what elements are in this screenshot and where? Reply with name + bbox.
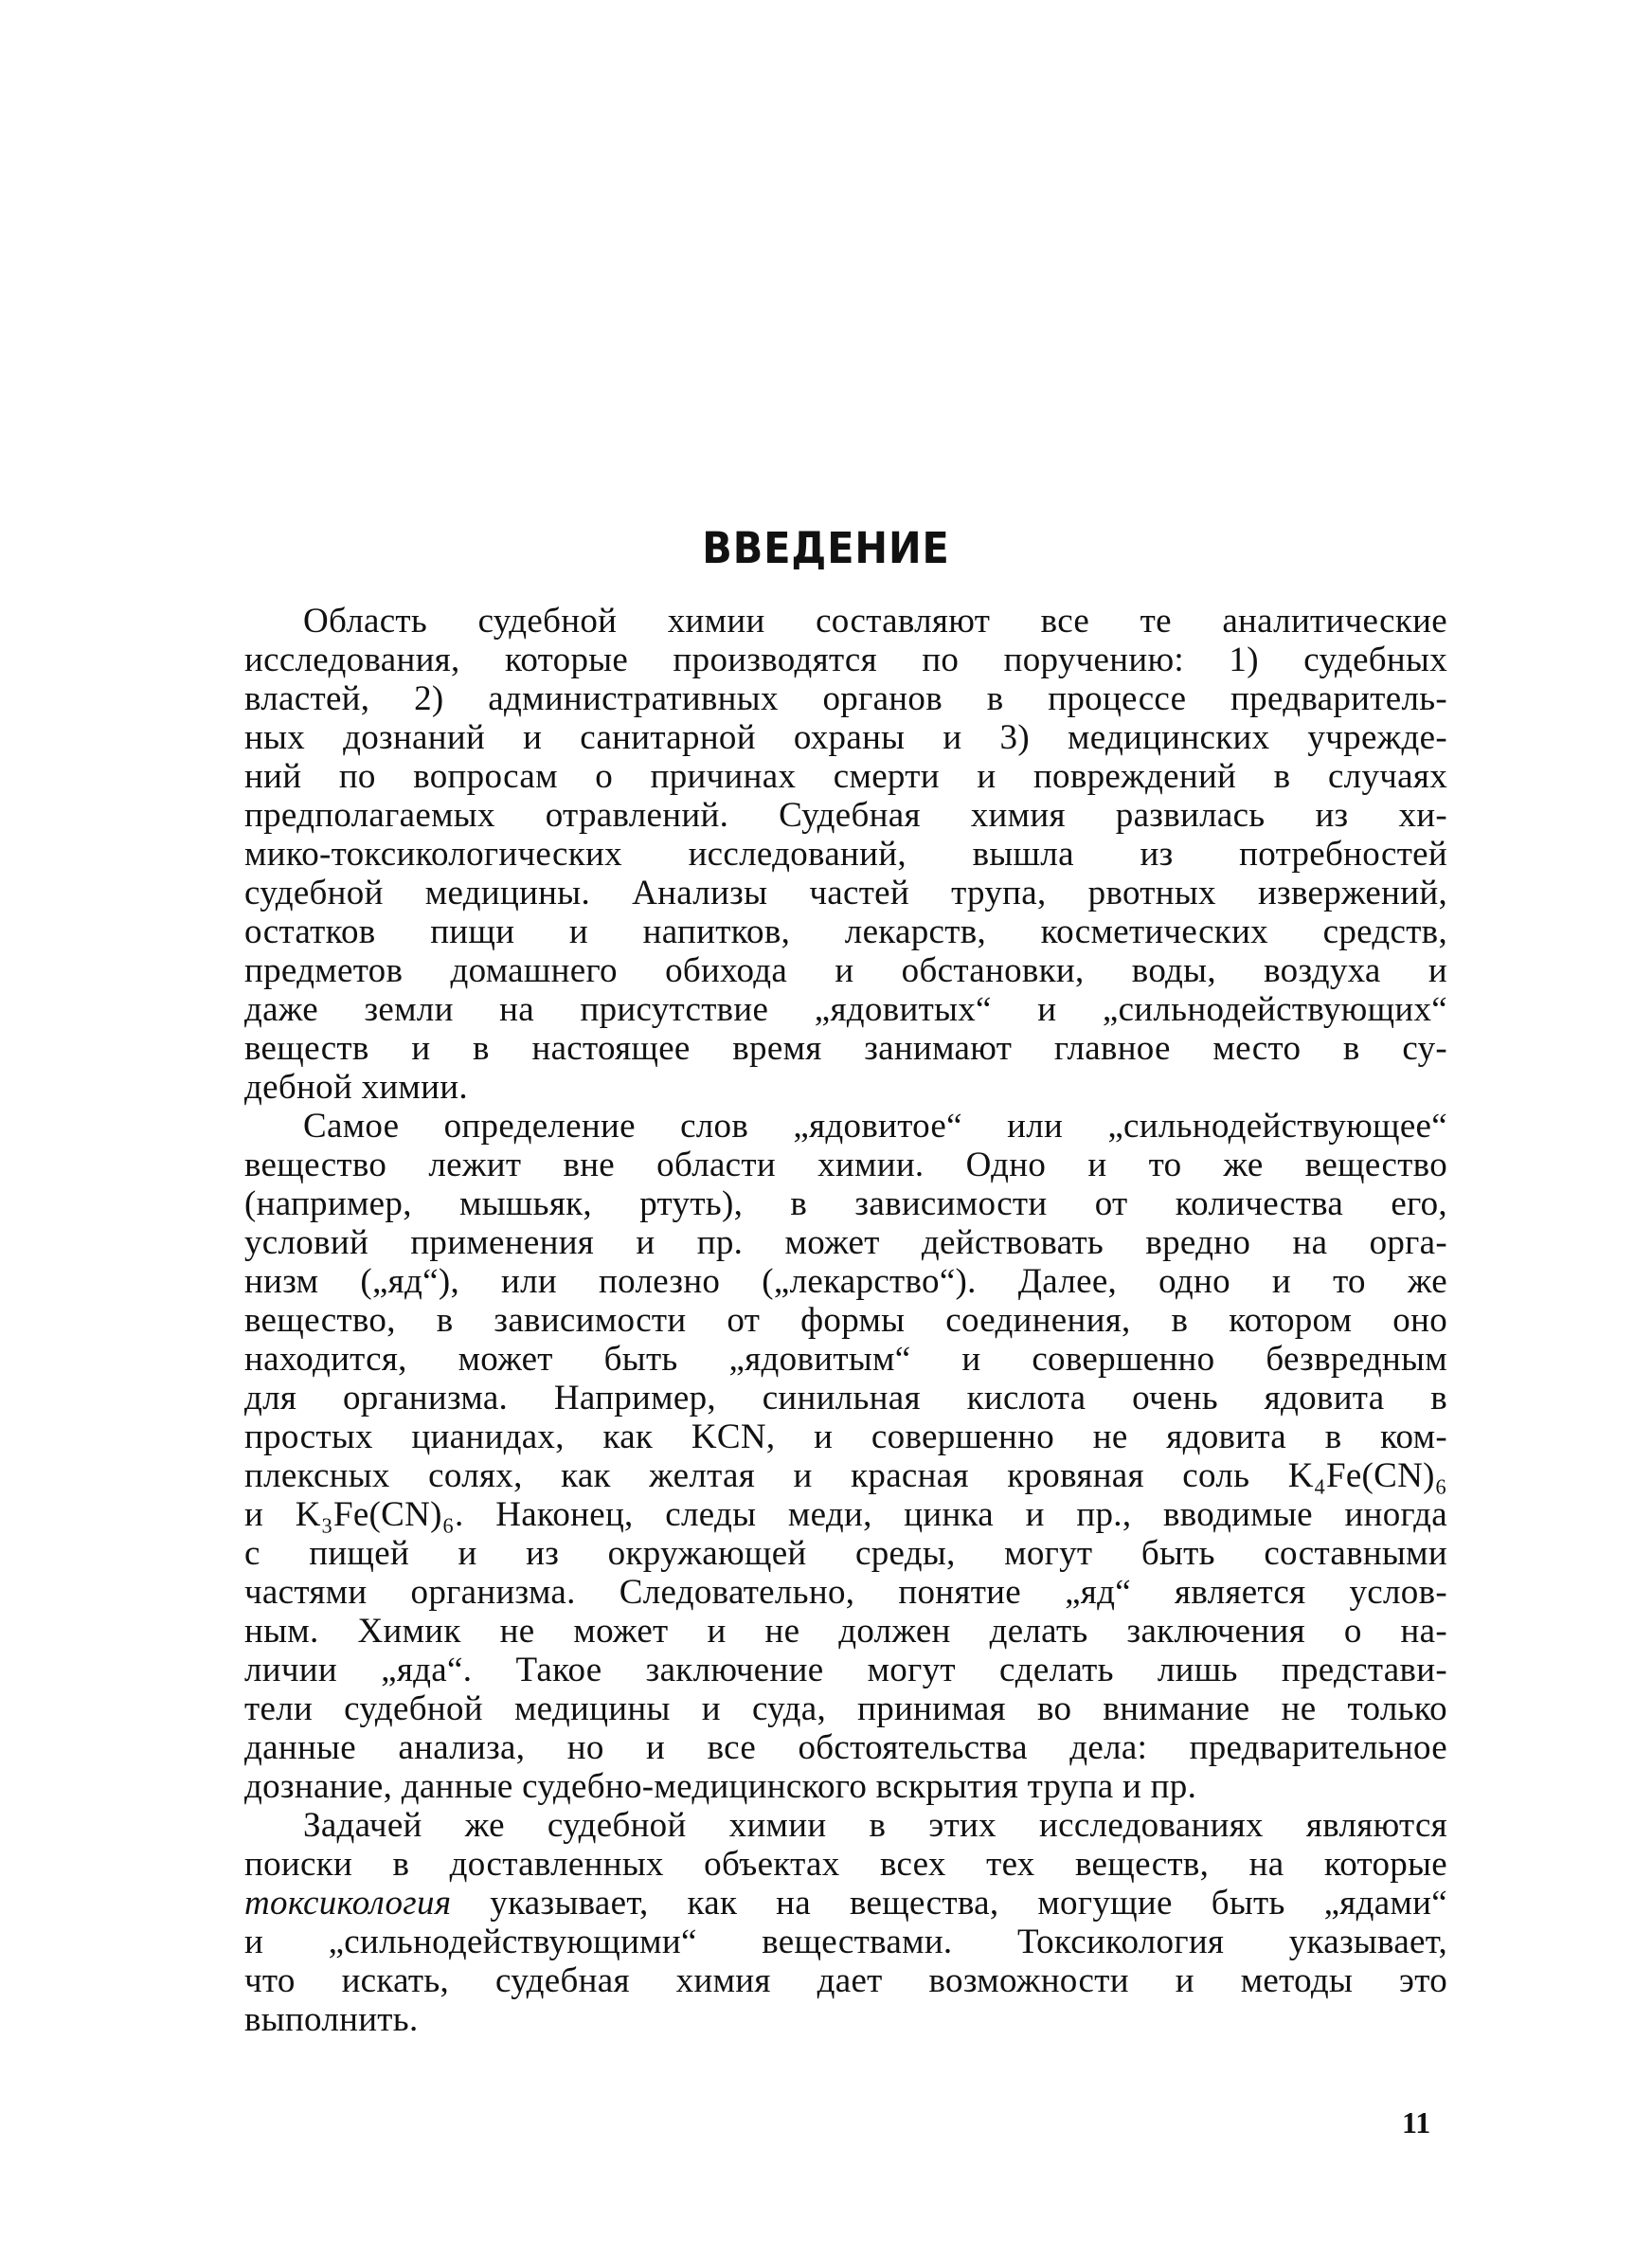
text-line: поиски в доставленных объектах всех тех веществ, на которые (244, 1845, 1447, 1884)
text-line: предметов домашнего обихода и обстановки, воды, воздуха и (244, 951, 1447, 990)
text-line: данные анализа, но и все обстоятельства дела: предварительное (244, 1728, 1447, 1767)
text-line: дознание, данные судебно-медицинского вскрытия трупа и пр. (244, 1767, 1197, 1806)
text-line: тели судебной медицины и суда, принимая во внимание не только (244, 1689, 1447, 1728)
body-text (244, 602, 1447, 2039)
text-line: ных дознаний и санитарной охраны и 3) медицинских учрежде- (244, 718, 1447, 757)
text-line: низм („яд“), или полезно („лекарство“). Далее, одно и то же (244, 1262, 1447, 1301)
page-number: 11 (1402, 2105, 1431, 2140)
text-line: предполагаемых отравлений. Судебная химия развилась из хи- (244, 796, 1447, 835)
text-line: вещество, в зависимости от формы соединения, в котором оно (244, 1301, 1447, 1340)
text-line: для организма. Например, синильная кислота очень ядовита в (244, 1379, 1447, 1417)
text-line: личии „яда“. Такое заключение могут сделать лишь представи- (244, 1651, 1447, 1689)
text-line: судебной медицины. Анализы частей трупа, рвотных извержений, (244, 874, 1447, 912)
text-line: плексных солях, как желтая и красная кровяная соль K₄Fe(CN)₆ (244, 1456, 1447, 1495)
text-line: условий применения и пр. может действовать вредно на орга- (244, 1223, 1447, 1262)
text-line: простых цианидах, как KCN, и совершенно не ядовита в ком- (244, 1417, 1447, 1456)
text-line: Область судебной химии составляют все те аналитические (303, 602, 1447, 641)
text-line: и K₃Fe(CN)₆. Наконец, следы меди, цинка и пр., вводимые иногда (244, 1495, 1447, 1534)
text-line: ний по вопросам о причинах смерти и повреждений в случаях (244, 757, 1447, 796)
text-line: и „сильнодействующими“ веществами. Токсикология указывает, (244, 1923, 1447, 1961)
text-line: (например, мышьяк, ртуть), в зависимости от количества его, (244, 1184, 1447, 1223)
text-line: веществ и в настоящее время занимают главное место в су- (244, 1029, 1447, 1068)
text-line: властей, 2) административных органов в процессе предваритель- (244, 679, 1447, 718)
text-line: даже земли на присутствие „ядовитых“ и „сильнодействующих“ (244, 990, 1447, 1029)
text-line: токсикология указывает, как на вещества, могущие быть „ядами“ (244, 1884, 1447, 1923)
text-line: ным. Химик не может и не должен делать заключения о на- (244, 1612, 1447, 1651)
text-line: с пищей и из окружающей среды, могут быть составными (244, 1534, 1447, 1573)
text-line: частями организма. Следовательно, понятие „яд“ является услов- (244, 1573, 1447, 1612)
text-line: что искать, судебная химия дает возможности и методы это (244, 1961, 1447, 2000)
text-line: Задачей же судебной химии в этих исследованиях являются (303, 1806, 1447, 1845)
text-line: мико-токсикологических исследований, вышла из потребностей (244, 835, 1447, 874)
text-line: находится, может быть „ядовитым“ и совершенно безвредным (244, 1340, 1447, 1379)
page-heading: ВВЕДЕНИЕ (702, 523, 950, 573)
text-line: выполнить. (244, 2000, 419, 2039)
text-line: Самое определение слов „ядовитое“ или „сильнодействующее“ (303, 1107, 1447, 1146)
text-line: исследования, которые производятся по поручению: 1) судебных (244, 641, 1447, 679)
text-line: остатков пищи и напитков, лекарств, косметических средств, (244, 912, 1447, 951)
text-line: вещество лежит вне области химии. Одно и то же вещество (244, 1146, 1447, 1184)
italic-term: токсикология (244, 1884, 452, 1923)
text-line: дебной химии. (244, 1068, 468, 1107)
